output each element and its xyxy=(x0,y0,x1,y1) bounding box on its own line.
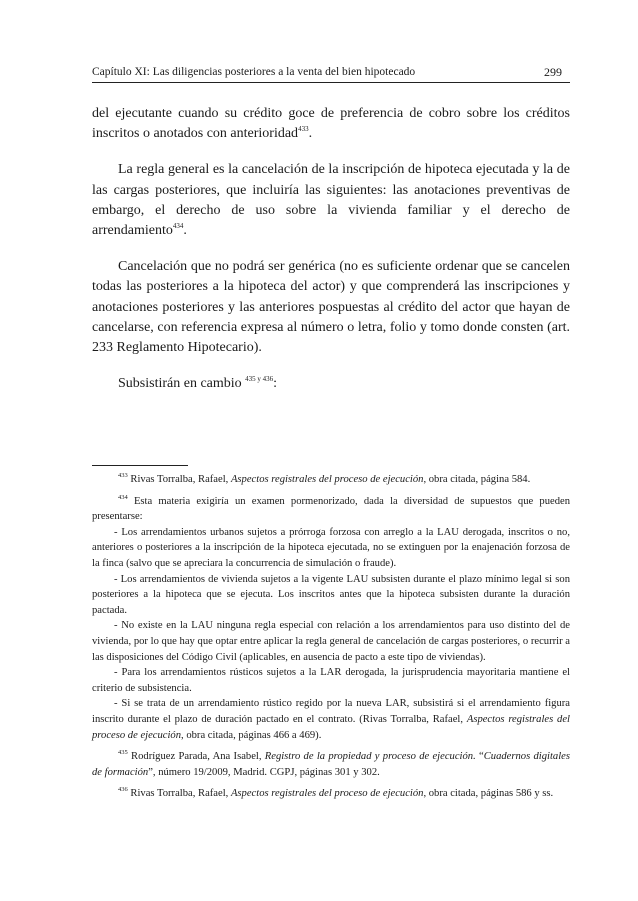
footnote-ref-435-436[interactable]: 435 y 436 xyxy=(245,375,274,384)
page-number: 299 xyxy=(544,65,562,79)
footnote-separator xyxy=(92,465,188,466)
footnote-433: $^{433}$ Rivas Torralba, Rafael, Aspectos registrales del proceso de ejecución, obra citada, página 584. xyxy=(118,472,531,485)
paragraph-1: del ejecutante cuando su crédito goce de preferencia de cobro sobre los créditos inscritos o anotados con anterioridad$^{433}$. xyxy=(92,106,570,142)
footnote-ref-434[interactable]: 434 xyxy=(172,222,184,231)
footnote-434-item: - Los arrendamientos de vivienda sujetos a la vigente LAU subsisten durante el plazo mínimo legal si son posteriores a la hipoteca que se ejecuta. Los inscritos antes que la hipoteca subsisten durante la duración pactada. xyxy=(92,573,570,616)
chapter-title: Capítulo XI: Las diligencias posteriores a la venta del bien hipotecado xyxy=(92,66,416,78)
paragraph-2: La regla general es la cancelación de la inscripción de hipoteca ejecutada y la de las cargas posteriores, que incluiría las siguientes: las anotaciones preventivas de embargo, el derecho de uso sobre la vivienda familiar y el derecho de arrendamiento$^{434}$. xyxy=(92,162,570,239)
footnote-434-item: - Si se trata de un arrendamiento rústico regido por la nueva LAR, subsistirá si el arrendamiento figura inscrito durante el plazo de duración pactado en el contrato. (Rivas Torralba, Rafael, Aspectos registrales del proceso de ejecución, obra citada, páginas 466 a 469). xyxy=(92,698,570,741)
footnote-434: $^{434}$ Esta materia exigiría un examen pormenorizado, dada la diversidad de supuestos que pueden presentarse: - Los arrendamientos urbanos sujetos a prórroga forzosa con arreglo a la LAU derogada, inscritos o no, anteriores o posteriores a la inscripción de la hipoteca ejecutada, no se extinguen por la enajenación forzosa de la finca (salvo que se apreciara la concurrencia de simulación o fraude). - Los arrendamientos de vivienda sujetos a la vigente LAU subsisten durante el plazo mínimo legal si son posteriores a la hipoteca que se ejecuta. Los inscritos antes que la hipoteca subsisten durante la duración pactada. - No existe en la LAU ninguna regla especial con relación a los arrendamientos para uso distinto del de vivienda, por lo que hay que optar entre aplicar la regla general de cancelación de cargas posteriores, o recurrir a las disposiciones del Código Civil (aplicables, en ausencia de pacto a este tipo de viviendas). - Para los arrendamientos rústicos sujetos a la LAR derogada, la jurisprudencia mayoritaria mantiene el criterio de subsistencia. - Si se trata de un arrendamiento rústico regido por la nueva LAR, subsistirá si el arrendamiento figura inscrito durante el plazo de duración pactado en el contrato. (Rivas Torralba, Rafael, Aspectos registrales del proceso de ejecución, obra citada, páginas 466 a 469). xyxy=(92,494,570,744)
footnote-434-item: - No existe en la LAU ninguna regla especial con relación a los arrendamientos para uso distinto del de vivienda, por lo que hay que optar entre aplicar la regla general de cancelación de cargas posteriores, o recurrir a las disposiciones del Código Civil (aplicables, en ausencia de pacto a este tipo de viviendas). xyxy=(92,620,570,663)
footnote-434-item: - Para los arrendamientos rústicos sujetos a la LAR derogada, la jurisprudencia mayoritaria mantiene el criterio de subsistencia. xyxy=(92,667,570,694)
paragraph-3: Cancelación que no podrá ser genérica (no es suficiente ordenar que se cancelen todas las posteriores a la hipoteca del actor) y que comprenderá las inscripciones y anotaciones posteriores y las anteriores pospuestas al crédito del actor que hayan de cancelarse, con referencia expresa al número o letra, folio y tomo donde consten (art. 233 Reglamento Hipotecario). xyxy=(92,259,570,356)
footnote-435: $^{435}$ Rodríguez Parada, Ana Isabel, Registro de la propiedad y proceso de ejecución. “Cuadernos digitales de formación”, número 19/2009, Madrid. CGPJ, páginas 301 y 302. xyxy=(92,749,570,778)
footnote-ref-433[interactable]: 433 xyxy=(298,125,309,134)
footnote-436: $^{436}$ Rivas Torralba, Rafael, Aspectos registrales del proceso de ejecución, obra citada, páginas 586 y ss. xyxy=(118,786,554,800)
running-header xyxy=(92,64,570,83)
main-text xyxy=(92,104,570,410)
footnote-434-item: - Los arrendamientos urbanos sujetos a prórroga forzosa con arreglo a la LAU derogada, inscritos o no, anteriores o posteriores a la inscripción de la hipoteca ejecutada, no se extinguen por la enajenación forzosa de la finca (salvo que se apreciara la concurrencia de simulación o fraude). xyxy=(92,526,570,569)
footnotes xyxy=(92,472,570,808)
paragraph-4: Subsistirán en cambio $^{435 y 436}$: xyxy=(118,375,278,392)
